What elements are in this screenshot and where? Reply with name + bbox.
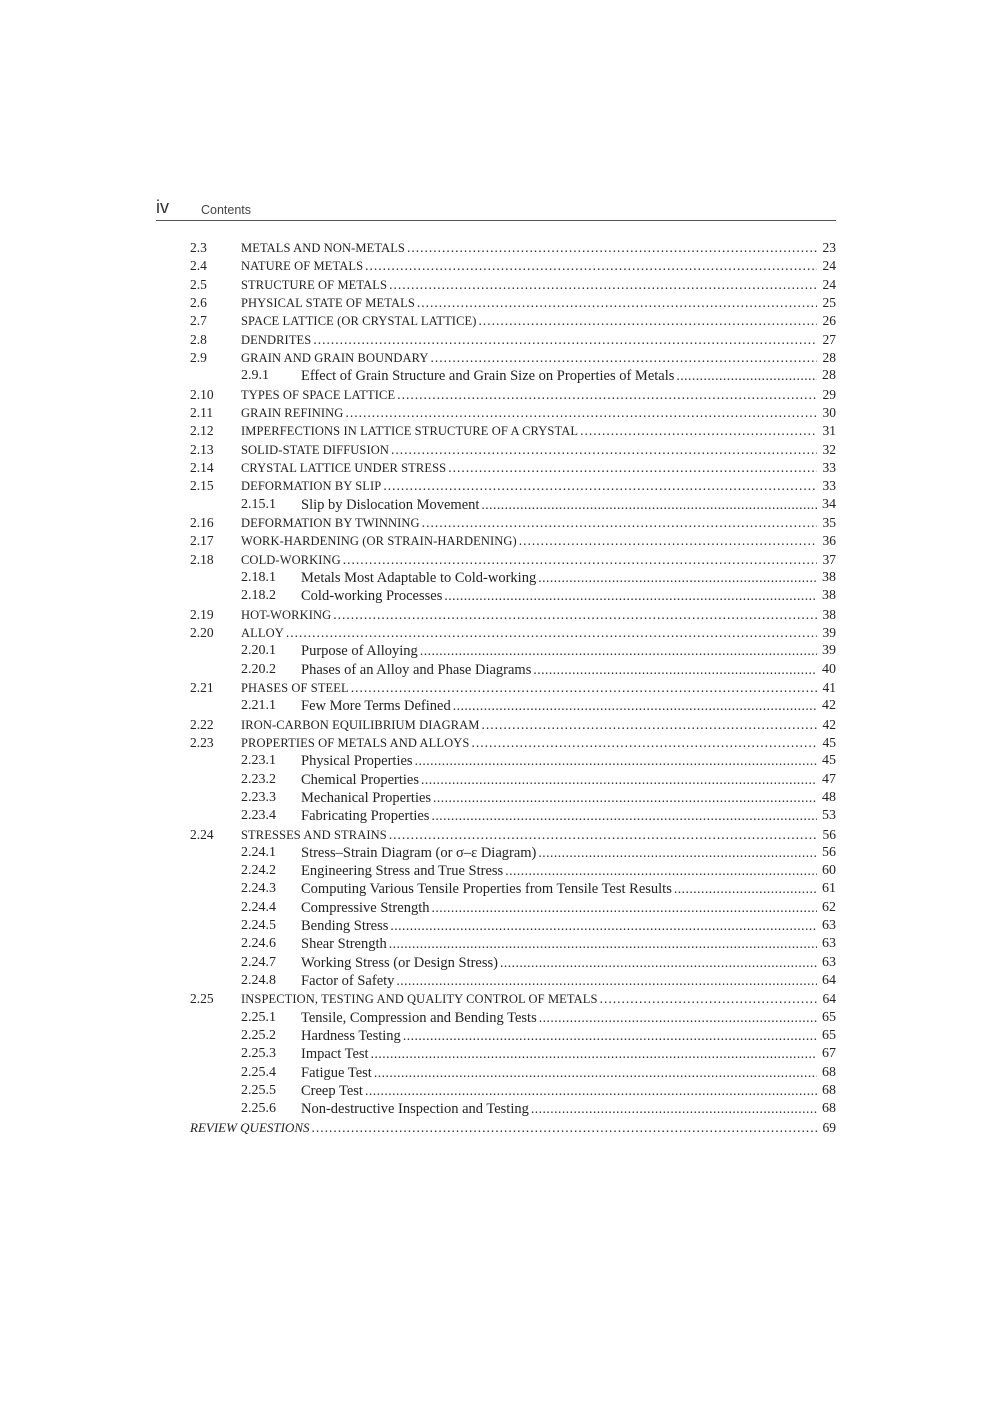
page-ref: 63 bbox=[822, 918, 836, 934]
toc-entry[interactable] bbox=[190, 587, 836, 605]
toc-entry-line bbox=[190, 1119, 836, 1137]
section-number: 2.17 bbox=[190, 533, 214, 549]
subsection-number: 2.24.7 bbox=[241, 954, 276, 970]
toc-entry[interactable] bbox=[190, 661, 836, 679]
toc-entry[interactable] bbox=[190, 716, 836, 734]
dot-leader bbox=[313, 331, 817, 349]
toc-entry-line bbox=[241, 734, 836, 752]
section-title: STRUCTURE OF METALS bbox=[241, 277, 388, 292]
subsection-title: Fatigue Test bbox=[301, 1064, 372, 1081]
toc-entry[interactable] bbox=[190, 532, 836, 550]
section-number: 2.4 bbox=[190, 258, 207, 274]
page-ref: 28 bbox=[822, 349, 836, 365]
dot-leader bbox=[531, 1100, 817, 1118]
section-number: 2.5 bbox=[190, 276, 207, 292]
dot-leader bbox=[538, 569, 817, 587]
page-ref: 45 bbox=[822, 753, 836, 769]
page-ref: 36 bbox=[822, 533, 836, 549]
table-of-contents bbox=[190, 239, 836, 1137]
subsection-title: Cold-working Processes bbox=[301, 588, 443, 605]
subsection-number: 2.24.2 bbox=[241, 863, 276, 879]
toc-entry[interactable] bbox=[190, 514, 836, 532]
section-number: 2.11 bbox=[190, 404, 214, 420]
dot-leader bbox=[580, 422, 817, 440]
section-number: 2.18 bbox=[190, 551, 214, 567]
dot-leader bbox=[333, 606, 817, 624]
subsection-number: 2.24.8 bbox=[241, 973, 276, 989]
subsection-title: Slip by Dislocation Movement bbox=[301, 496, 480, 513]
toc-entry[interactable] bbox=[190, 441, 836, 459]
page-ref: 30 bbox=[822, 404, 836, 420]
dot-leader bbox=[479, 312, 817, 330]
toc-entry[interactable] bbox=[190, 239, 836, 257]
page-ref: 64 bbox=[822, 991, 836, 1007]
subsection-number: 2.18.1 bbox=[241, 569, 276, 585]
section-title: DEFORMATION BY TWINNING bbox=[241, 515, 420, 530]
section-title: NATURE OF METALS bbox=[241, 259, 364, 274]
page-ref: 67 bbox=[822, 1046, 836, 1062]
toc-entry[interactable] bbox=[190, 826, 836, 844]
page-ref: 37 bbox=[822, 551, 836, 567]
dot-leader bbox=[676, 367, 817, 385]
toc-entry-line bbox=[241, 1082, 836, 1100]
section-number: 2.16 bbox=[190, 514, 214, 530]
toc-entry[interactable] bbox=[190, 477, 836, 495]
page-ref: 56 bbox=[822, 844, 836, 860]
subsection-title: Phases of an Alloy and Phase Diagrams bbox=[301, 661, 532, 678]
toc-entry-line bbox=[241, 331, 836, 349]
toc-entry-line bbox=[241, 954, 836, 972]
section-title: GRAIN REFINING bbox=[241, 405, 344, 420]
page-ref: 31 bbox=[822, 423, 836, 439]
page-ref: 28 bbox=[822, 368, 836, 384]
page-ref: 68 bbox=[822, 1083, 836, 1099]
toc-entry[interactable] bbox=[190, 422, 836, 440]
toc-entry-line bbox=[241, 899, 836, 917]
subsection-title: Mechanical Properties bbox=[301, 789, 432, 806]
toc-entry[interactable] bbox=[190, 551, 836, 569]
subsection-title: Purpose of Alloying bbox=[301, 643, 418, 660]
page-ref: 32 bbox=[822, 441, 836, 457]
toc-entry-line bbox=[241, 349, 836, 367]
toc-entry-line bbox=[241, 807, 836, 825]
subsection-number: 2.25.6 bbox=[241, 1101, 276, 1117]
toc-entry[interactable] bbox=[190, 624, 836, 642]
subsection-number: 2.9.1 bbox=[241, 368, 269, 384]
subsection-number: 2.15.1 bbox=[241, 496, 276, 512]
dot-leader bbox=[539, 1009, 817, 1027]
toc-entry[interactable] bbox=[190, 844, 836, 862]
dot-leader bbox=[448, 459, 817, 477]
toc-entry-line bbox=[241, 514, 836, 532]
dot-leader bbox=[431, 807, 817, 825]
dot-leader bbox=[365, 1082, 817, 1100]
toc-entry-line bbox=[241, 257, 836, 275]
toc-entry[interactable] bbox=[190, 862, 836, 880]
toc-entry-line bbox=[241, 422, 836, 440]
page-ref: 56 bbox=[822, 826, 836, 842]
page-ref: 26 bbox=[822, 313, 836, 329]
section-title: WORK-HARDENING (OR STRAIN-HARDENING) bbox=[241, 534, 517, 549]
dot-leader bbox=[433, 789, 817, 807]
toc-entry[interactable] bbox=[190, 990, 836, 1008]
toc-entry-line bbox=[241, 642, 836, 660]
toc-entry[interactable] bbox=[190, 312, 836, 330]
page-ref: 64 bbox=[822, 973, 836, 989]
toc-entry-line bbox=[241, 917, 836, 935]
dot-leader bbox=[481, 496, 817, 514]
dot-leader bbox=[351, 679, 817, 697]
subsection-title: Chemical Properties bbox=[301, 771, 419, 788]
section-number: 2.12 bbox=[190, 423, 214, 439]
toc-entry-line bbox=[241, 1009, 836, 1027]
toc-entry-line bbox=[241, 441, 836, 459]
toc-entry-line bbox=[241, 1045, 836, 1063]
section-number: 2.21 bbox=[190, 679, 214, 695]
subsection-number: 2.25.4 bbox=[241, 1064, 276, 1080]
section-number: 2.25 bbox=[190, 991, 214, 1007]
section-title: TYPES OF SPACE LATTICE bbox=[241, 387, 396, 402]
toc-entry-line bbox=[241, 1100, 836, 1118]
section-title: IRON-CARBON EQUILIBRIUM DIAGRAM bbox=[241, 717, 480, 732]
page-ref: 65 bbox=[822, 1028, 836, 1044]
dot-leader bbox=[538, 844, 817, 862]
section-title: GRAIN AND GRAIN BOUNDARY bbox=[241, 350, 429, 365]
page-ref: 61 bbox=[822, 881, 836, 897]
page-ref: 38 bbox=[822, 588, 836, 604]
section-title: DENDRITES bbox=[241, 332, 312, 347]
header-title: Contents bbox=[201, 203, 252, 217]
toc-entry[interactable] bbox=[190, 972, 836, 990]
section-title: STRESSES AND STRAINS bbox=[241, 827, 387, 842]
section-title: CRYSTAL LATTICE UNDER STRESS bbox=[241, 460, 447, 475]
toc-entry[interactable] bbox=[190, 1009, 836, 1027]
toc-entry[interactable] bbox=[190, 734, 836, 752]
subsection-number: 2.24.1 bbox=[241, 844, 276, 860]
page-ref: 63 bbox=[822, 954, 836, 970]
page-ref: 24 bbox=[822, 276, 836, 292]
subsection-title: Effect of Grain Structure and Grain Size on Properties of Metals bbox=[301, 368, 675, 385]
toc-entry[interactable] bbox=[190, 899, 836, 917]
toc-entry[interactable] bbox=[190, 697, 836, 715]
toc-entry[interactable] bbox=[190, 1027, 836, 1045]
toc-entry[interactable] bbox=[190, 642, 836, 660]
toc-entry-line bbox=[241, 587, 836, 605]
subsection-title: Physical Properties bbox=[301, 753, 413, 770]
toc-entry-line bbox=[241, 880, 836, 898]
subsection-number: 2.24.5 bbox=[241, 918, 276, 934]
subsection-number: 2.23.3 bbox=[241, 789, 276, 805]
subsection-title: Non-destructive Inspection and Testing bbox=[301, 1101, 529, 1118]
subsection-title: Metals Most Adaptable to Cold-working bbox=[301, 569, 537, 586]
toc-entry[interactable] bbox=[190, 386, 836, 404]
subsection-number: 2.23.2 bbox=[241, 771, 276, 787]
toc-entry[interactable] bbox=[190, 276, 836, 294]
dot-leader bbox=[389, 276, 817, 294]
page-number: iv bbox=[156, 197, 169, 217]
section-title: PHYSICAL STATE OF METALS bbox=[241, 295, 415, 310]
page-ref: 68 bbox=[822, 1064, 836, 1080]
toc-entry-line bbox=[241, 459, 836, 477]
subsection-title: Tensile, Compression and Bending Tests bbox=[301, 1009, 537, 1026]
toc-entry[interactable] bbox=[190, 257, 836, 275]
toc-entry-line bbox=[241, 716, 836, 734]
section-number: 2.14 bbox=[190, 459, 214, 475]
subsection-number: 2.25.1 bbox=[241, 1009, 276, 1025]
section-number: 2.8 bbox=[190, 331, 207, 347]
toc-entry[interactable] bbox=[190, 331, 836, 349]
dot-leader bbox=[533, 661, 817, 679]
toc-entry[interactable] bbox=[190, 404, 836, 422]
toc-entry-line bbox=[241, 386, 836, 404]
toc-entry-line bbox=[241, 1027, 836, 1045]
dot-leader bbox=[371, 1045, 817, 1063]
page-ref: 39 bbox=[822, 624, 836, 640]
section-number: 2.6 bbox=[190, 294, 207, 310]
toc-entry-line bbox=[241, 679, 836, 697]
section-title: INSPECTION, TESTING AND QUALITY CONTROL OF METALS bbox=[241, 992, 598, 1007]
toc-entry-line bbox=[241, 367, 836, 385]
subsection-number: 2.24.3 bbox=[241, 881, 276, 897]
section-number: 2.20 bbox=[190, 624, 214, 640]
page-ref: 27 bbox=[822, 331, 836, 347]
page-ref: 40 bbox=[822, 661, 836, 677]
toc-entry[interactable] bbox=[190, 807, 836, 825]
toc-entry-line bbox=[241, 972, 836, 990]
section-title: HOT-WORKING bbox=[241, 607, 332, 622]
dot-leader bbox=[374, 1064, 817, 1082]
page-ref: 42 bbox=[822, 698, 836, 714]
section-title: ALLOY bbox=[241, 625, 284, 640]
subsection-title: Working Stress (or Design Stress) bbox=[301, 954, 498, 971]
dot-leader bbox=[397, 386, 817, 404]
dot-leader bbox=[415, 752, 817, 770]
section-title: COLD-WORKING bbox=[241, 552, 341, 567]
dot-leader bbox=[482, 716, 817, 734]
dot-leader bbox=[430, 349, 817, 367]
section-title: METALS AND NON-METALS bbox=[241, 241, 405, 255]
toc-entry[interactable] bbox=[190, 294, 836, 312]
dot-leader bbox=[420, 642, 817, 660]
subsection-title: Few More Terms Defined bbox=[301, 698, 451, 715]
page-ref: 34 bbox=[822, 496, 836, 512]
dot-leader bbox=[444, 587, 817, 605]
page-ref: 45 bbox=[822, 734, 836, 750]
subsection-number: 2.24.6 bbox=[241, 936, 276, 952]
subsection-title: Impact Test bbox=[301, 1046, 369, 1063]
toc-entry-line bbox=[241, 844, 836, 862]
toc-entry[interactable] bbox=[190, 1100, 836, 1118]
subsection-number: 2.23.1 bbox=[241, 753, 276, 769]
dot-leader bbox=[365, 257, 817, 275]
toc-entry-line bbox=[241, 239, 836, 257]
dot-leader bbox=[312, 1119, 817, 1137]
running-header bbox=[156, 198, 836, 221]
dot-leader bbox=[391, 441, 817, 459]
page-ref: 24 bbox=[822, 258, 836, 274]
toc-entry[interactable] bbox=[190, 1064, 836, 1082]
subsection-title: Factor of Safety bbox=[301, 973, 395, 990]
toc-entry-line bbox=[241, 771, 836, 789]
dot-leader bbox=[453, 697, 817, 715]
toc-entry[interactable] bbox=[190, 1045, 836, 1063]
toc-entry-line bbox=[241, 551, 836, 569]
toc-entry-line bbox=[241, 569, 836, 587]
subsection-number: 2.24.4 bbox=[241, 899, 276, 915]
dot-leader bbox=[396, 972, 817, 990]
toc-entry-line bbox=[241, 826, 836, 844]
page-ref: 62 bbox=[822, 899, 836, 915]
section-title: SOLID-STATE DIFFUSION bbox=[241, 442, 389, 457]
subsection-number: 2.20.2 bbox=[241, 661, 276, 677]
section-title: SPACE LATTICE (OR CRYSTAL LATTICE) bbox=[241, 314, 477, 329]
toc-entry-line bbox=[241, 990, 836, 1008]
dot-leader bbox=[390, 917, 817, 935]
dot-leader bbox=[389, 935, 817, 953]
section-number: 2.7 bbox=[190, 313, 207, 329]
toc-entry-line bbox=[241, 496, 836, 514]
section-number: 2.13 bbox=[190, 441, 214, 457]
page-ref: 23 bbox=[822, 240, 836, 255]
toc-entry-line bbox=[241, 697, 836, 715]
section-number: 2.15 bbox=[190, 478, 214, 494]
page-ref: 33 bbox=[822, 478, 836, 494]
dot-leader bbox=[519, 532, 817, 550]
subsection-title: Engineering Stress and True Stress bbox=[301, 863, 504, 880]
dot-leader bbox=[600, 990, 817, 1008]
toc-entry[interactable] bbox=[190, 1119, 836, 1137]
toc-entry-line bbox=[241, 935, 836, 953]
toc-entry[interactable] bbox=[190, 606, 836, 624]
toc-entry[interactable] bbox=[190, 459, 836, 477]
toc-entry[interactable] bbox=[190, 679, 836, 697]
section-title: DEFORMATION BY SLIP bbox=[241, 479, 382, 494]
subsection-title: Hardness Testing bbox=[301, 1028, 401, 1045]
toc-entry[interactable] bbox=[190, 789, 836, 807]
dot-leader bbox=[407, 239, 817, 257]
section-title: IMPERFECTIONS IN LATTICE STRUCTURE OF A CRYSTAL bbox=[241, 424, 579, 439]
dot-leader bbox=[343, 551, 817, 569]
dot-leader bbox=[674, 880, 817, 898]
subsection-title: Creep Test bbox=[301, 1083, 363, 1100]
review-title: REVIEW QUESTIONS bbox=[190, 1119, 310, 1135]
section-title: PROPERTIES OF METALS AND ALLOYS bbox=[241, 735, 470, 750]
section-number: 2.19 bbox=[190, 606, 214, 622]
page-ref: 48 bbox=[822, 789, 836, 805]
toc-entry-line bbox=[241, 624, 836, 642]
toc-entry-line bbox=[241, 532, 836, 550]
page-ref: 35 bbox=[822, 514, 836, 530]
dot-leader bbox=[403, 1027, 817, 1045]
dot-leader bbox=[345, 404, 817, 422]
page-ref: 41 bbox=[822, 679, 836, 695]
toc-entry-line bbox=[241, 789, 836, 807]
dot-leader bbox=[389, 826, 817, 844]
toc-entry[interactable] bbox=[190, 771, 836, 789]
page-ref: 38 bbox=[822, 569, 836, 585]
dot-leader bbox=[286, 624, 817, 642]
dot-leader bbox=[417, 294, 817, 312]
toc-entry-line bbox=[241, 862, 836, 880]
page-ref: 25 bbox=[822, 294, 836, 310]
dot-leader bbox=[431, 899, 817, 917]
toc-entry-line bbox=[241, 404, 836, 422]
dot-leader bbox=[422, 514, 817, 532]
toc-entry[interactable] bbox=[190, 349, 836, 367]
toc-entry-line bbox=[241, 606, 836, 624]
dot-leader bbox=[471, 734, 817, 752]
subsection-title: Stress–Strain Diagram (or σ–ε Diagram) bbox=[301, 844, 537, 861]
page-ref: 69 bbox=[822, 1119, 836, 1135]
subsection-number: 2.18.2 bbox=[241, 588, 276, 604]
subsection-title: Shear Strength bbox=[301, 936, 387, 953]
section-number: 2.10 bbox=[190, 386, 214, 402]
dot-leader bbox=[505, 862, 817, 880]
page-ref: 33 bbox=[822, 459, 836, 475]
page-ref: 42 bbox=[822, 716, 836, 732]
toc-entry[interactable] bbox=[190, 917, 836, 935]
page-ref: 47 bbox=[822, 771, 836, 787]
toc-entry[interactable] bbox=[190, 496, 836, 514]
section-title: PHASES OF STEEL bbox=[241, 680, 349, 695]
page-ref: 29 bbox=[822, 386, 836, 402]
page-ref: 53 bbox=[822, 808, 836, 824]
toc-entry-line bbox=[241, 312, 836, 330]
subsection-number: 2.21.1 bbox=[241, 698, 276, 714]
section-number: 2.9 bbox=[190, 349, 207, 365]
toc-entry[interactable] bbox=[190, 1082, 836, 1100]
subsection-title: Compressive Strength bbox=[301, 899, 430, 916]
dot-leader bbox=[500, 954, 817, 972]
page-ref: 39 bbox=[822, 643, 836, 659]
subsection-title: Bending Stress bbox=[301, 918, 389, 935]
section-number: 2.23 bbox=[190, 734, 214, 750]
dot-leader bbox=[421, 771, 817, 789]
subsection-title: Fabricating Properties bbox=[301, 808, 430, 825]
subsection-number: 2.25.3 bbox=[241, 1046, 276, 1062]
page-ref: 65 bbox=[822, 1009, 836, 1025]
toc-entry[interactable] bbox=[190, 752, 836, 770]
section-number: 2.3 bbox=[190, 240, 207, 255]
toc-entry[interactable] bbox=[190, 935, 836, 953]
subsection-number: 2.25.5 bbox=[241, 1083, 276, 1099]
toc-entry-line bbox=[241, 276, 836, 294]
toc-entry[interactable] bbox=[190, 880, 836, 898]
toc-entry-line bbox=[241, 477, 836, 495]
dot-leader bbox=[383, 477, 817, 495]
subsection-number: 2.23.4 bbox=[241, 808, 276, 824]
page-ref: 38 bbox=[822, 606, 836, 622]
page-ref: 68 bbox=[822, 1101, 836, 1117]
toc-entry[interactable] bbox=[190, 569, 836, 587]
section-number: 2.24 bbox=[190, 826, 214, 842]
page-ref: 63 bbox=[822, 936, 836, 952]
toc-entry[interactable] bbox=[190, 367, 836, 385]
subsection-title: Computing Various Tensile Properties from Tensile Test Results bbox=[301, 881, 672, 898]
toc-entry-line bbox=[241, 661, 836, 679]
toc-entry-line bbox=[241, 752, 836, 770]
section-number: 2.22 bbox=[190, 716, 214, 732]
toc-entry-line bbox=[241, 294, 836, 312]
subsection-number: 2.20.1 bbox=[241, 643, 276, 659]
toc-entry-line bbox=[241, 1064, 836, 1082]
page-ref: 60 bbox=[822, 863, 836, 879]
toc-entry[interactable] bbox=[190, 954, 836, 972]
subsection-number: 2.25.2 bbox=[241, 1028, 276, 1044]
